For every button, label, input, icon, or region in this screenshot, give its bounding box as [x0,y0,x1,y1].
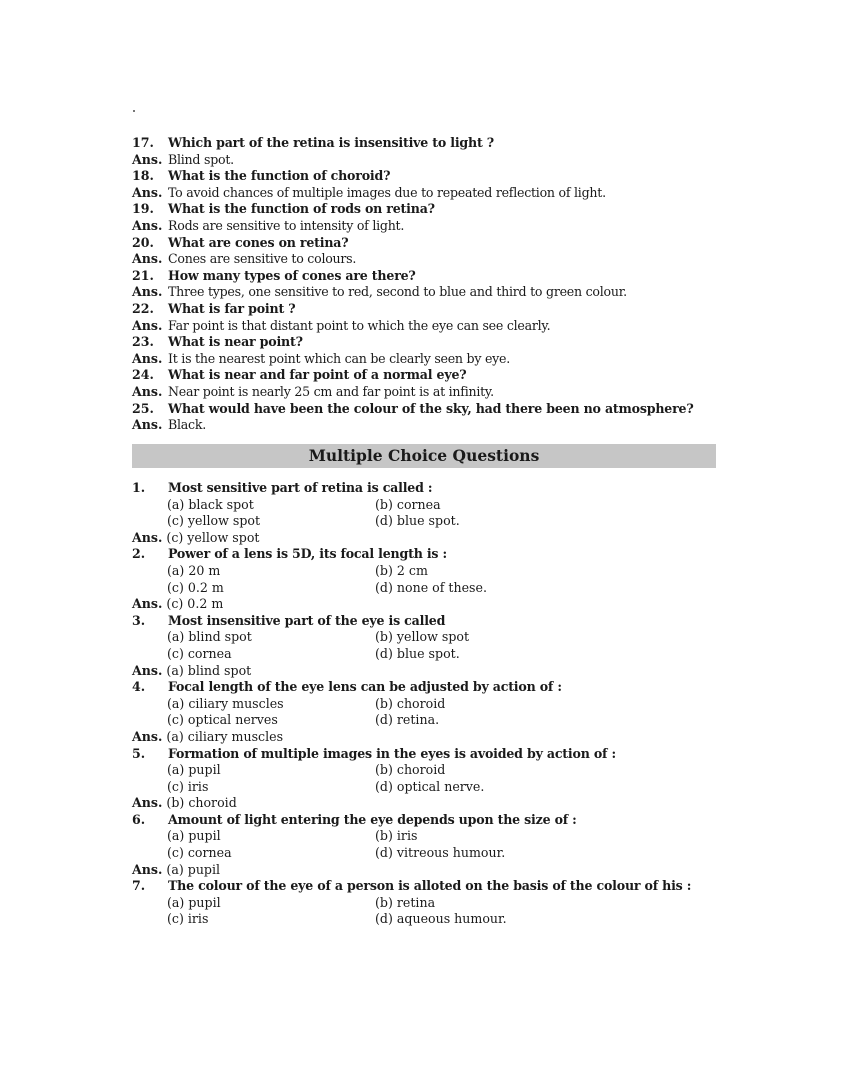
qa-item [132,235,732,268]
section-heading: Multiple Choice Questions [132,444,716,468]
question-text: Formation of multiple images in the eyes is avoided by action of : [168,745,616,761]
option-c: (c) cornea [167,845,232,861]
mcq-item [132,546,732,612]
qa-item [132,334,732,367]
answer-label: Ans. [132,728,163,744]
answer-text: Far point is that distant point to which the eye can see clearly. [168,317,551,333]
question-number: 1. [132,480,146,495]
answer-text: (a) ciliary muscles [166,728,284,744]
question-text: What is the function of rods on retina? [168,201,435,217]
question-text: Most sensitive part of retina is called : [168,480,433,495]
option-b: (b) retina [375,894,436,910]
answer-text: Black. [168,417,206,433]
question-number: 22. [132,300,154,316]
mcq-section [132,480,732,928]
question-text: How many types of cones are there? [168,267,416,283]
answer-text: (b) choroid [166,795,237,811]
option-c: (c) optical nerves [167,712,278,728]
question-text: What is the function of choroid? [168,168,391,184]
answer-text: Rods are sensitive to intensity of light. [168,217,405,233]
answer-label: Ans. [132,317,163,333]
option-d: (d) blue spot. [375,645,460,661]
qa-item [132,135,732,168]
question-number: 18. [132,168,154,184]
question-text: What is near and far point of a normal eye? [168,367,467,383]
mcq-item [132,812,732,878]
answer-label: Ans. [132,350,163,366]
answer-text: Cones are sensitive to colours. [168,251,357,267]
option-d: (d) none of these. [375,579,487,595]
question-text: The colour of the eye of a person is alloted on the basis of the colour of his : [168,878,692,894]
option-b: (b) choroid [375,762,446,778]
answer-text: It is the nearest point which can be clearly seen by eye. [168,350,511,366]
question-number: 25. [132,400,154,416]
option-c: (c) cornea [167,645,232,661]
answer-label: Ans. [132,417,163,433]
option-c: (c) yellow spot [167,513,261,529]
question-number: 6. [132,811,146,827]
question-text: What is far point ? [168,300,296,316]
question-number: 7. [132,878,146,894]
option-c: (c) 0.2 m [167,579,224,595]
answer-label: Ans. [132,151,163,167]
qa-item [132,401,732,434]
answer-text: To avoid chances of multiple images due to repeated reflection of light. [168,184,606,200]
answer-label: Ans. [132,383,163,399]
answer-label: Ans. [132,861,163,877]
answer-label: Ans. [132,184,163,200]
option-d: (d) optical nerve. [375,778,485,794]
answer-text: (a) blind spot [166,662,252,678]
answer-label: Ans. [132,251,163,267]
question-number: 3. [132,612,146,628]
option-a: (a) pupil [167,762,221,778]
short-answer-section [132,135,732,434]
question-number: 21. [132,267,154,283]
option-b: (b) 2 cm [375,562,428,578]
option-b: (b) cornea [375,496,441,512]
answer-label: Ans. [132,596,163,612]
option-b: (b) choroid [375,695,446,711]
option-a: (a) black spot [167,496,254,512]
answer-text: (c) yellow spot [166,529,260,545]
question-text: Power of a lens is 5D, its focal length is : [168,546,447,562]
option-d: (d) vitreous humour. [375,845,506,861]
question-number: 23. [132,334,154,350]
mcq-item [132,878,732,928]
answer-label: Ans. [132,529,163,545]
answer-text: Three types, one sensitive to red, second to blue and third to green colour. [168,284,627,300]
option-c: (c) iris [167,911,209,927]
mcq-item [132,480,732,546]
option-b: (b) iris [375,828,418,844]
option-d: (d) aqueous humour. [375,911,507,927]
option-a: (a) 20 m [167,562,221,578]
question-number: 19. [132,201,154,217]
answer-label: Ans. [132,795,163,811]
question-text: Amount of light entering the eye depends upon the size of : [168,811,577,827]
option-a: (a) pupil [167,894,221,910]
answer-text: (c) 0.2 m [166,596,224,612]
qa-item [132,301,732,334]
question-number: 2. [132,546,146,562]
answer-label: Ans. [132,662,163,678]
answer-label: Ans. [132,284,163,300]
option-a: (a) blind spot [167,629,252,645]
answer-text: Near point is nearly 25 cm and far point is at infinity. [168,383,494,399]
question-number: 24. [132,367,154,383]
question-number: 20. [132,234,154,250]
answer-text: (a) pupil [166,861,221,877]
answer-label: Ans. [132,217,163,233]
question-text: Which part of the retina is insensitive to light ? [168,135,494,150]
mcq-item [132,679,732,745]
option-c: (c) iris [167,778,209,794]
qa-item [132,168,732,201]
qa-item [132,268,732,301]
qa-item [132,201,732,234]
option-d: (d) retina. [375,712,440,728]
question-text: Most insensitive part of the eye is called [168,612,446,628]
question-text: Focal length of the eye lens can be adjusted by action of : [168,679,562,695]
option-d: (d) blue spot. [375,513,460,529]
question-number: 5. [132,745,146,761]
option-b: (b) yellow spot [375,629,470,645]
qa-item [132,367,732,400]
option-a: (a) ciliary muscles [167,695,284,711]
mcq-item [132,613,732,679]
mcq-item [132,746,732,812]
question-number: 4. [132,679,146,695]
page-mark [133,110,135,112]
option-a: (a) pupil [167,828,221,844]
question-text: What would have been the colour of the sky, had there been no atmosphere? [168,400,694,416]
question-text: What is near point? [168,334,303,350]
question-number: 17. [132,135,154,150]
question-text: What are cones on retina? [168,234,349,250]
answer-text: Blind spot. [168,151,234,167]
